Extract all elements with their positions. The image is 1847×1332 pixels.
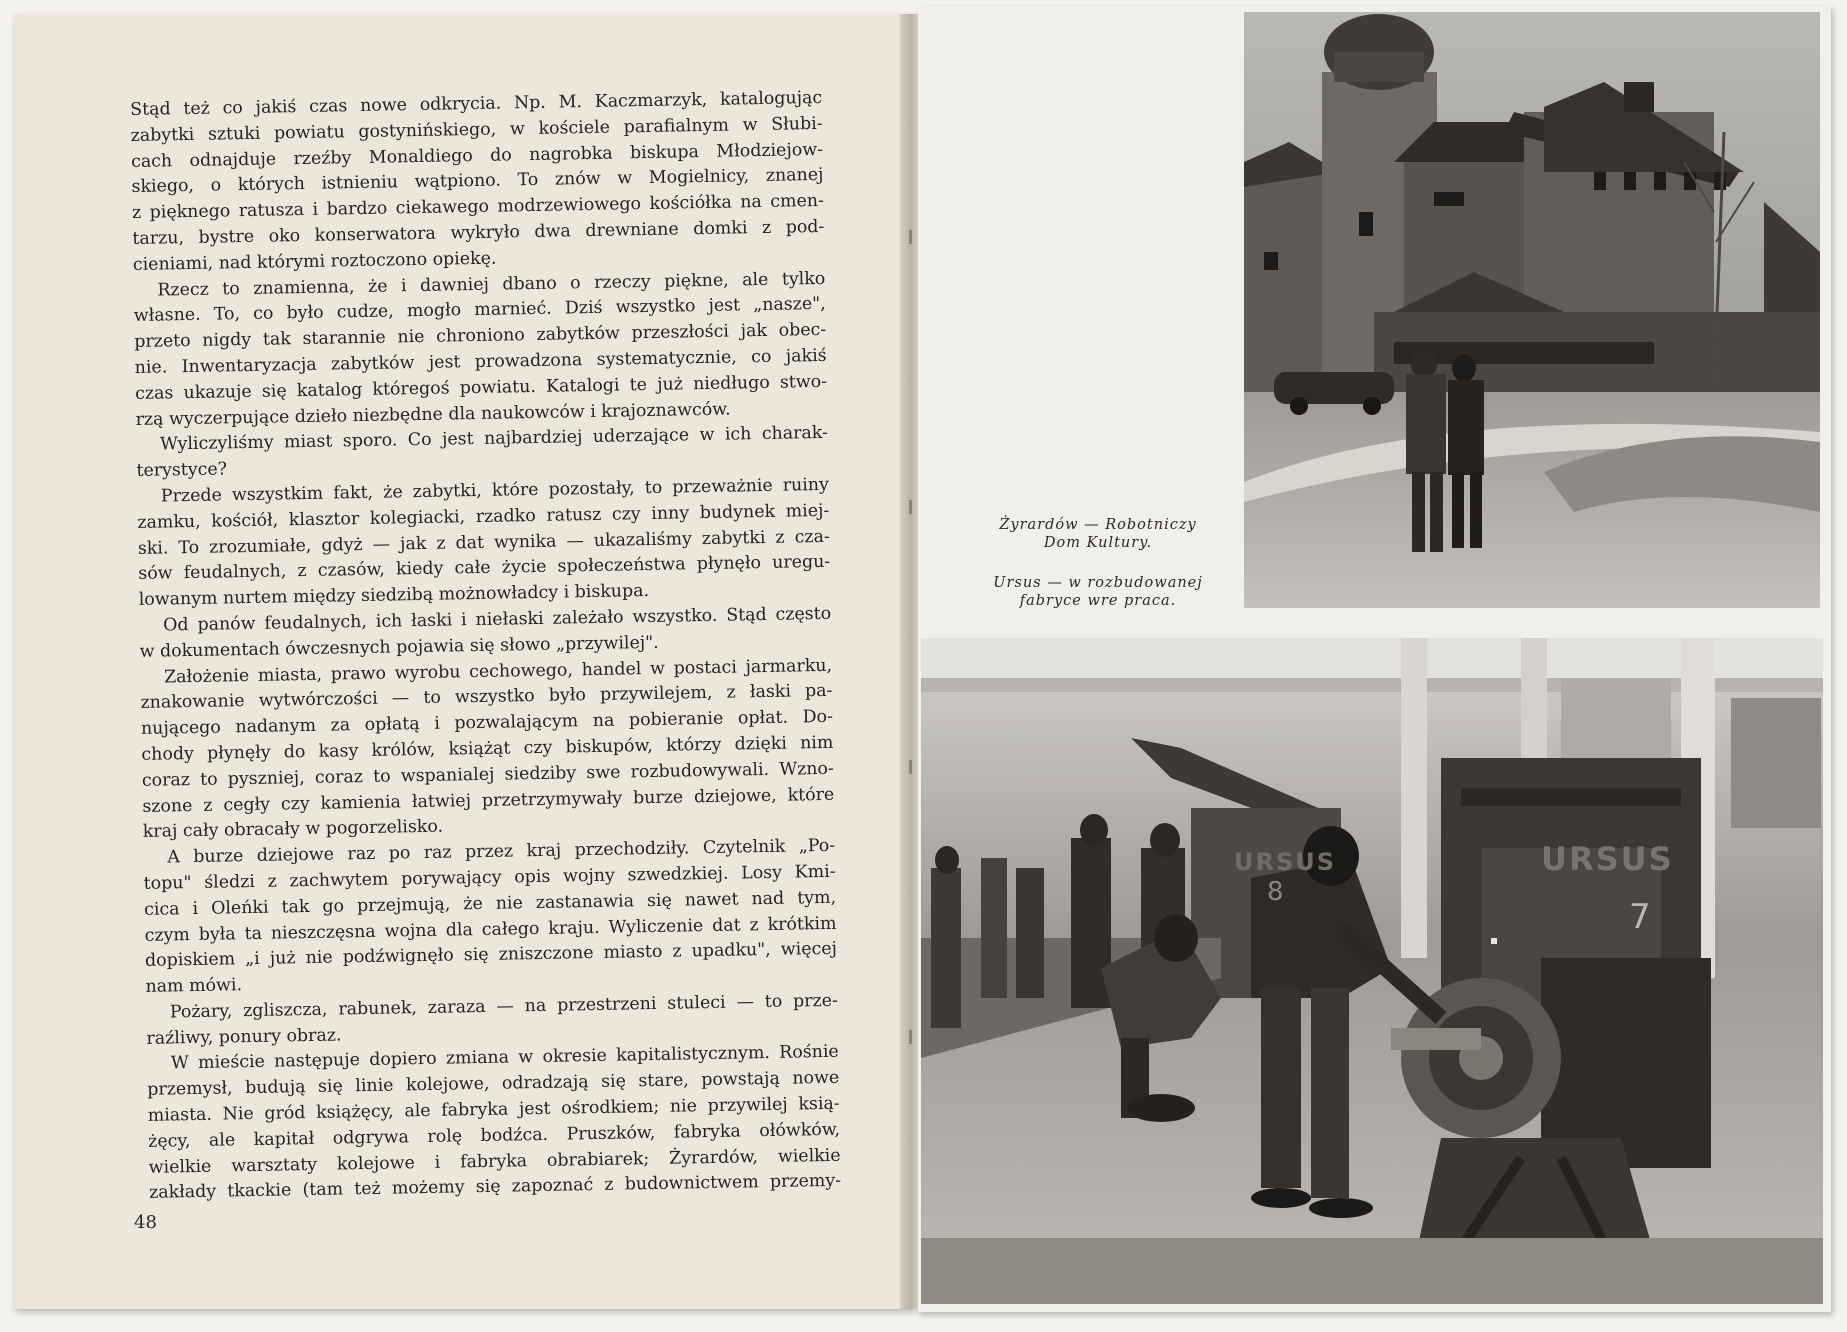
text-line: A burze dziejowe raz po raz przez kraj przechodziły. Czytelnik „Po- xyxy=(167,835,836,868)
text-line: nam mówi. xyxy=(145,975,243,997)
photo-ursus-factory xyxy=(921,638,1823,1304)
text-line: czas ukazuje się katalog któregoś powiatu. Katalogi te już niedługo stwo- xyxy=(134,371,828,404)
text-line: czym była ta nieszczęsna wojna dla całego kraju. Wyliczenie dat z krótkim xyxy=(144,913,837,946)
text-line: chody płynęły do kasy królów, książąt czy biskupów, którzy dzięki nim xyxy=(141,732,834,765)
binding-stitch xyxy=(909,1030,912,1044)
text-line: rzą wyczerpujące dzieło niezbędne dla naukowców i krajoznawców. xyxy=(135,399,731,430)
text-line: kraj cały obracały w pogorzelisko. xyxy=(142,816,444,843)
machine-label: URSUS xyxy=(1234,848,1337,876)
photo-caption-ursus: Ursus — w rozbudowanej fabryce wre praca. xyxy=(993,575,1203,609)
page-number: 48 xyxy=(134,1212,157,1233)
text-line: Pożary, zgliszcza, rabunek, zaraza — na przestrzeni stuleci — to prze- xyxy=(169,990,839,1023)
text-line: Założenie miasta, prawo wyrobu cechowego, handel w postaci jarmarku, xyxy=(163,655,833,688)
text-line: cieniami, nad którymi roztoczono opiekę. xyxy=(132,248,497,275)
text-line: przemysł, budują się linie kolejowe, odradzają się stare, powstają nowe xyxy=(147,1068,840,1101)
text-line: z pięknego ratusza i bardzo ciekawego modrzewiowego kościółka na cmen- xyxy=(131,191,825,224)
text-line: w dokumentach ówczesnych pojawia się słowo „przywilej". xyxy=(139,632,659,662)
text-line: przeto nigdy tak starannie nie chroniono zabytków przeszłości jak obec- xyxy=(134,320,827,353)
text-line: nującego nadanym za opłatą i pozwalającym na pobieranie opłat. Do- xyxy=(140,706,834,740)
text-line: miasta. Nie gród książęcy, ale fabryka jest ośrodkiem; nie przywilej ksią- xyxy=(147,1093,840,1126)
text-line: ski. To zrozumiałe, gdyż — jak z dat wynika — ukazaliśmy zabytki z cza- xyxy=(137,526,830,559)
binding-stitch xyxy=(909,500,912,514)
book-gutter xyxy=(900,14,920,1309)
binding-stitch xyxy=(909,230,912,244)
text-line: cica i Oleńki tak go przejmują, że nie zastanawia się nawet nad tym, xyxy=(143,887,837,920)
binding-stitch xyxy=(909,760,912,774)
text-line: wielkie warsztaty kolejowe i fabryka obrabiarek; Żyrardów, wielkie xyxy=(148,1145,841,1178)
text-line: Stąd też co jakiś czas nowe odkrycia. Np. M. Kaczmarzyk, katalogując xyxy=(130,87,823,120)
text-line: Przede wszystkim fakt, że zabytki, które pozostały, to przeważnie ruiny xyxy=(160,474,830,507)
text-line: raźliwy, ponury obraz. xyxy=(146,1025,342,1049)
machine-label: 8 xyxy=(1267,877,1284,907)
text-line: żęcy, ale kapitał odgrywa rolę bodźca. Pruszków, fabryka ołówków, xyxy=(148,1119,841,1152)
text-line: znakowanie wytwórczości — to wszystko było przywilejem, z łaski pa- xyxy=(140,681,833,714)
machine-label: URSUS xyxy=(1541,840,1674,878)
text-line: topu" śledzi z zachwytem porywający opis wojny szwedzkiej. Losy Kmi- xyxy=(143,861,836,894)
text-line: sów feudalnych, z czasów, kiedy całe życie społeczeństwa płynęło uregu- xyxy=(138,552,831,585)
text-line: zamku, kościół, klasztor kolegiacki, rzadko ratusz czy inny budynek miej- xyxy=(137,500,830,533)
text-line: skiego, o których istnieniu wątpiono. To znów w Mogielnicy, znanej xyxy=(131,165,824,198)
text-line: tarzu, bystre oko konserwatora wykryło dwa drewniane domki z pod- xyxy=(132,216,825,249)
text-line: lowanym nurtem między siedzibą możnowładcy i biskupa. xyxy=(138,581,650,611)
machine-label: 7 xyxy=(1629,897,1651,937)
body-text xyxy=(130,86,841,1207)
text-line: zabytki sztuki powiatu gostynińskiego, w kościele parafialnym w Słubi- xyxy=(130,113,823,146)
photo-culture-house xyxy=(1244,12,1820,608)
text-line: nie. Inwentaryzacja zabytków jest prowadzona systematycznie, co jakiś xyxy=(134,345,827,378)
text-line: terystyce? xyxy=(136,459,228,482)
text-line: własne. To, co było cudze, mogło marnieć. Dziś wszystko jest „nasze", xyxy=(133,294,826,327)
text-line: zakłady tkackie (tam też możemy się zapoznać z budownictwem przemy- xyxy=(148,1171,842,1204)
text-line: Rzecz to znamienna, że i dawniej dbano o rzeczy piękne, ale tylko xyxy=(157,268,826,301)
text-line: dopiskiem „i już nie podźwignęło się zniszczone miasto z upadku", więcej xyxy=(144,939,838,972)
text-line: szone z cegły czy kamienia łatwiej przetrzymywały burze dziejowe, które xyxy=(142,784,835,817)
text-line: Wyliczyliśmy miast sporo. Co jest najbardziej uderzające w ich charak- xyxy=(159,423,829,455)
text-line: cach odnajduje rzeźby Monaldiego do nagrobka biskupa Młodziejow- xyxy=(130,139,824,172)
photo-caption-zyrardow: Żyrardów — Robotniczy Dom Kultury. xyxy=(999,517,1197,551)
text-line: Od panów feudalnych, ich łaski i niełaski zależało wszystko. Stąd często xyxy=(163,603,832,636)
text-line: coraz to pyszniej, coraz to wspanialej siedziby swe rozbudowywali. Wzno- xyxy=(141,758,834,791)
text-line: W mieście następuje dopiero zmiana w okresie kapitalistycznym. Rośnie xyxy=(170,1042,839,1074)
